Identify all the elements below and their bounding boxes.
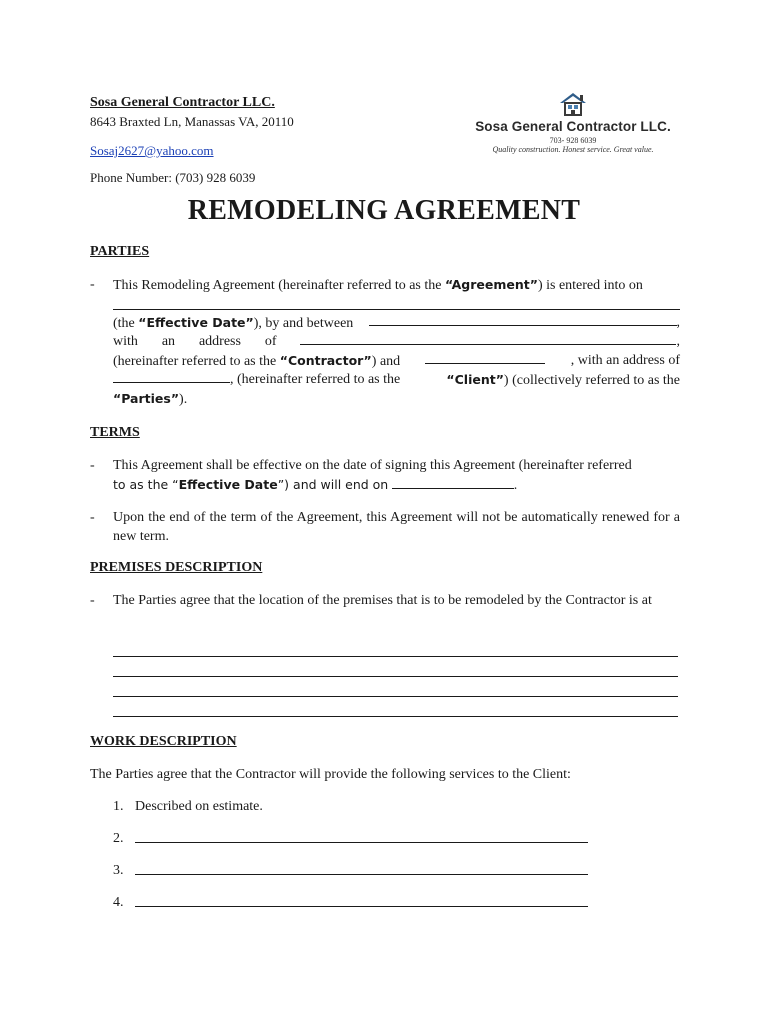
premises-address-blanks <box>113 655 678 717</box>
premises-line-2[interactable] <box>113 675 678 677</box>
parties-term: “Parties” <box>113 391 180 406</box>
logo-company-name: Sosa General Contractor LLC. <box>475 119 671 134</box>
logo-phone: 703- 928 6039 <box>549 136 597 145</box>
phone-number: (703) 928 6039 <box>175 170 256 185</box>
section-heading-parties: PARTIES <box>90 244 150 259</box>
party-two-address-blank[interactable] <box>113 370 230 383</box>
work-item-blank-3[interactable] <box>135 861 588 875</box>
party-one-address-blank[interactable] <box>300 332 676 345</box>
company-address: 8643 Braxted Ln, Manassas VA, 20110 <box>90 114 294 129</box>
work-item-blank-2[interactable] <box>135 829 588 843</box>
premises-line-1[interactable] <box>113 655 678 657</box>
premises-line-3[interactable] <box>113 695 678 697</box>
work-item-blank-4[interactable] <box>135 893 588 907</box>
phone-label: Phone Number: <box>90 170 172 185</box>
parties-bullet: - This Remodeling Agreement (hereinafter referred to as the “Agreement”) is entered into on (the “Effective Date”), by and between , with an address of , (hereinafter referred to as the “Contractor”) and , with an address of , (hereinafter referred to as the “Client”) (collectively referred to as the “Parties”). <box>90 277 680 407</box>
list-item: 2. <box>113 829 588 848</box>
logo-tagline: Quality construction. Honest service. Great value. <box>492 145 654 154</box>
company-email-link[interactable]: Sosaj2627@yahoo.com <box>90 143 214 158</box>
terms-bullet-2: - Upon the end of the term of the Agreement, this Agreement will not be automatically renewed for a new term. <box>90 510 680 544</box>
agreement-date-blank[interactable] <box>113 308 680 310</box>
contractor-term: “Contractor” <box>279 353 372 368</box>
section-heading-premises: PREMISES DESCRIPTION <box>90 560 263 575</box>
effective-date-term: “Effective Date” <box>138 315 254 330</box>
list-item: 4. <box>113 893 588 912</box>
end-date-blank[interactable] <box>392 476 514 489</box>
client-term: “Client” <box>446 372 504 387</box>
company-info <box>90 93 420 187</box>
party-two-blank[interactable] <box>425 351 545 364</box>
company-name: Sosa General Contractor LLC. <box>90 95 275 110</box>
company-logo <box>468 92 678 162</box>
agreement-term: “Agreement” <box>444 277 538 292</box>
section-heading-terms: TERMS <box>90 425 140 440</box>
premises-bullet: - The Parties agree that the location of the premises that is to be remodeled by the Contractor is at <box>90 593 652 608</box>
bullet-dash: - <box>90 277 95 292</box>
company-phone <box>90 168 420 187</box>
document-title: REMODELING AGREEMENT <box>187 195 581 226</box>
house-icon <box>558 92 588 116</box>
list-item: 3. <box>113 861 588 880</box>
list-item: 1. Described on estimate. <box>113 799 263 814</box>
party-one-blank[interactable] <box>369 313 677 326</box>
effective-date-term-2: Effective Date <box>178 477 278 492</box>
work-intro: The Parties agree that the Contractor will provide the following services to the Client: <box>90 767 571 782</box>
section-heading-work: WORK DESCRIPTION <box>90 734 237 749</box>
terms-bullet-1: - This Agreement shall be effective on the date of signing this Agreement (hereinafter referred to as the “Effective Date”) and will end on . <box>90 458 632 493</box>
premises-line-4[interactable] <box>113 715 678 717</box>
